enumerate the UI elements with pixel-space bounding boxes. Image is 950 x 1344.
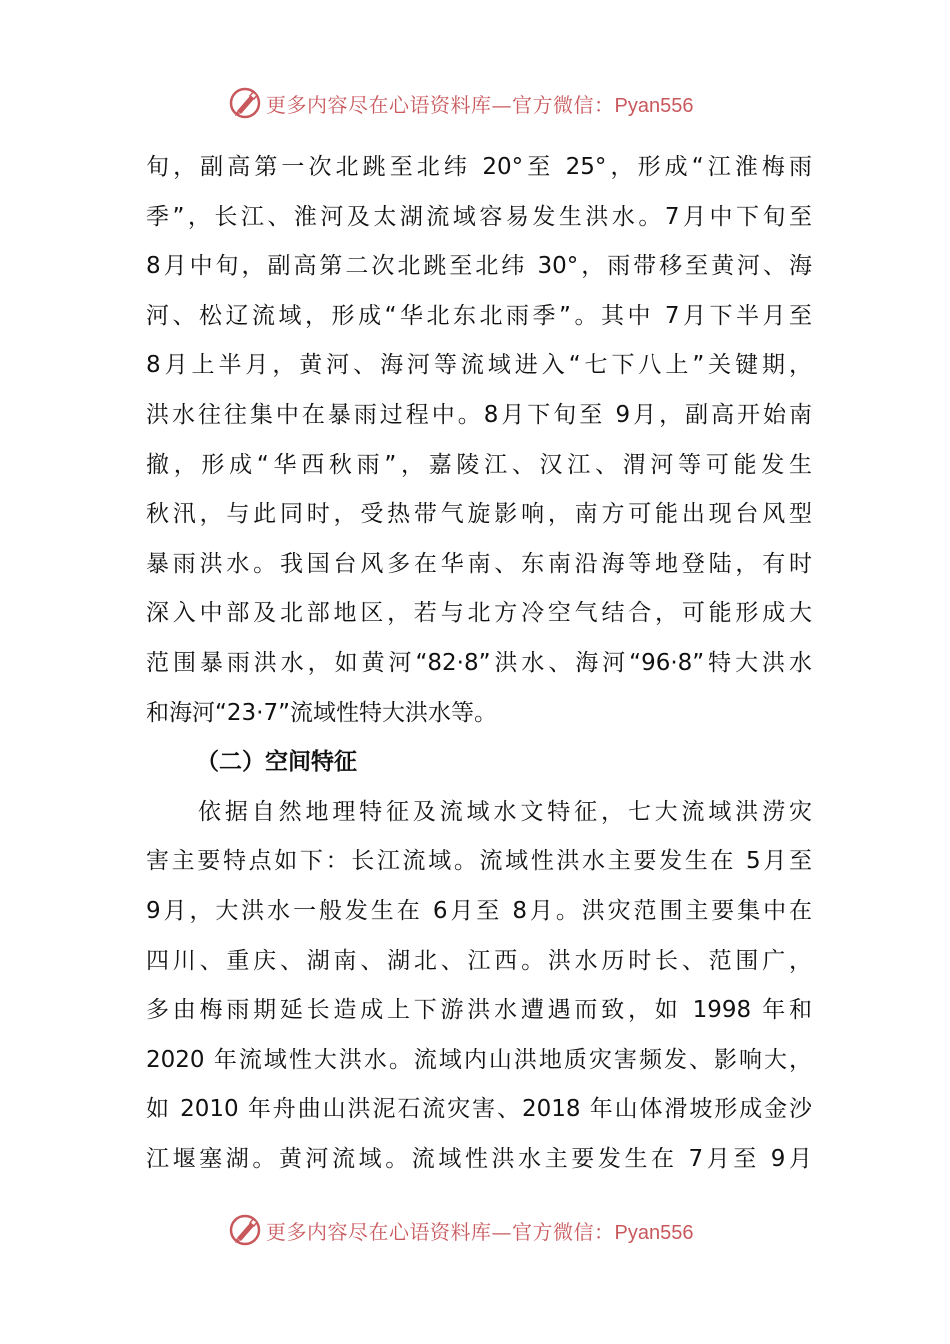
text-line: 多由梅雨期延长造成上下游洪水遭遇而致，如 1998 年和: [146, 997, 812, 1024]
text-line: 季”，长江、淮河及太湖流域容易发生洪水。7月中下旬至: [146, 203, 812, 230]
pen-logo-icon: [228, 86, 262, 120]
watermark-header: [228, 83, 693, 123]
text-line: 9月，大洪水一般发生在 6月至 8月。洪灾范围主要集中在: [146, 897, 812, 924]
text-line: 8月上半月，黄河、海河等流域进入“七下八上”关键期，: [146, 352, 812, 379]
paragraph-spatial: [146, 788, 812, 1185]
text-line: 和海河“23·7”流域性特大洪水等。: [146, 699, 498, 726]
text-line: 如 2010 年舟曲山洪泥石流灾害、2018 年山体滑坡形成金沙: [146, 1096, 812, 1123]
pen-logo-icon: [228, 1213, 262, 1247]
section-heading: （二）空间特征: [196, 749, 357, 776]
text-line: 河、松辽流域，形成“华北东北雨季”。其中 7月下半月至: [146, 302, 812, 329]
text-line: 8月中旬，副高第二次北跳至北纬 30°，雨带移至黄河、海: [146, 253, 812, 280]
text-line: 依据自然地理特征及流域水文特征，七大流域洪涝灾: [198, 798, 812, 825]
text-line: 旬，副高第一次北跳至北纬 20°至 25°，形成“江淮梅雨: [146, 154, 812, 180]
paragraph-timing: [146, 143, 812, 738]
text-line: 撤，形成“华西秋雨”，嘉陵江、汉江、渭河等可能发生: [146, 451, 812, 478]
text-line: 江堰塞湖。黄河流域。流域性洪水主要发生在 7月至 9月: [146, 1145, 812, 1172]
watermark-footer: [228, 1210, 693, 1250]
text-line: 范围暴雨洪水，如黄河“82·8”洪水、海河“96·8”特大洪水: [146, 649, 812, 676]
text-line: 2020 年流域性大洪水。流域内山洪地质灾害频发、影响大，: [146, 1046, 812, 1073]
text-line: 秋汛，与此同时，受热带气旋影响，南方可能出现台风型: [146, 501, 812, 528]
text-line: 四川、重庆、湖南、湖北、江西。洪水历时长、范围广，: [146, 947, 812, 974]
text-line: 暴雨洪水。我国台风多在华南、东南沿海等地登陆，有时: [146, 550, 812, 577]
watermark-text: 更多内容尽在心语资料库—官方微信：Pyan556: [266, 92, 694, 117]
text-line: 深入中部及北部地区，若与北方冷空气结合，可能形成大: [146, 600, 812, 627]
text-line: 害主要特点如下：长江流域。流域性洪水主要发生在 5月至: [146, 848, 812, 875]
watermark-text: 更多内容尽在心语资料库—官方微信：Pyan556: [266, 1219, 694, 1244]
text-line: 洪水往往集中在暴雨过程中。8月下旬至 9月，副高开始南: [146, 401, 812, 428]
document-body: [146, 143, 812, 1184]
